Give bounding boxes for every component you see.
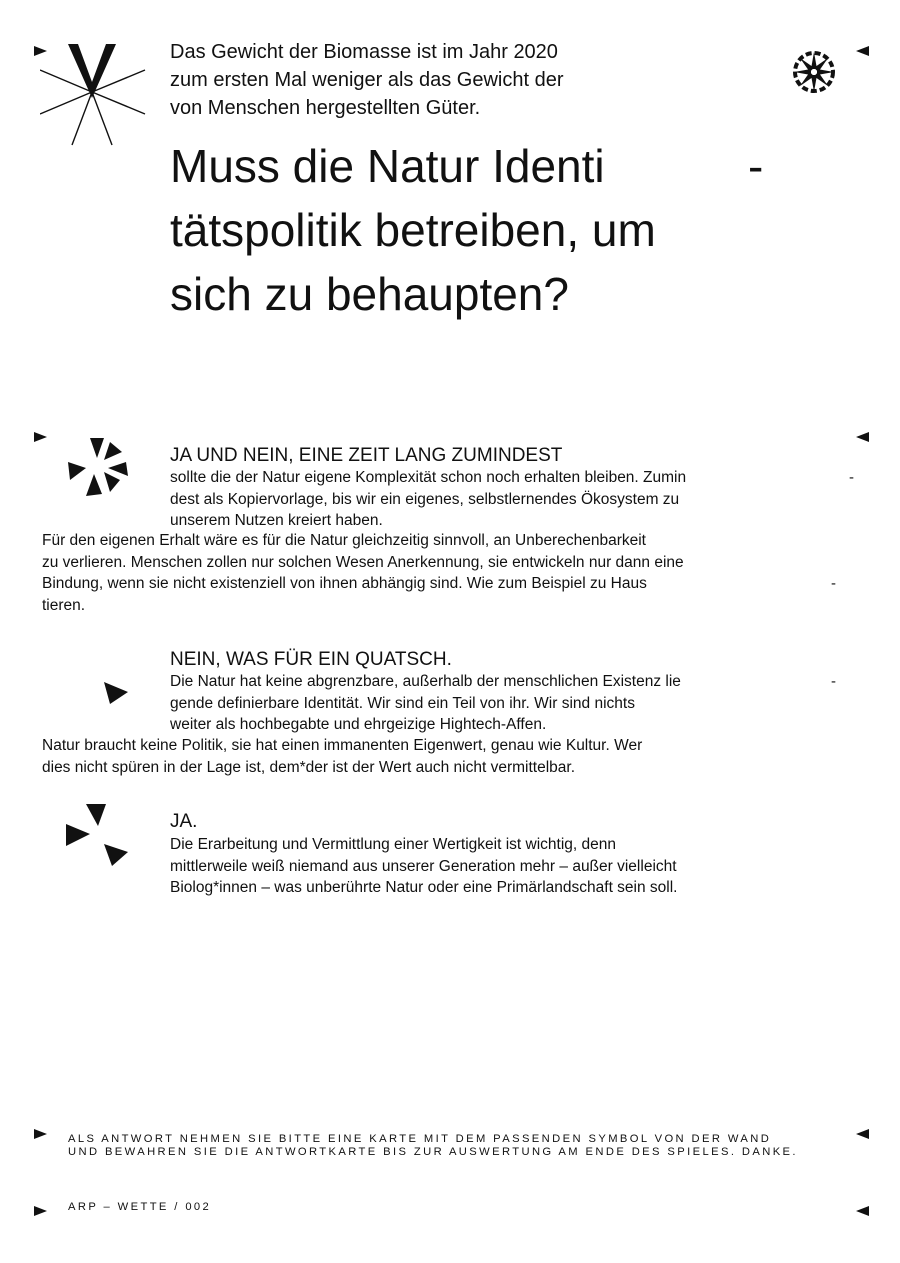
body-line: Biolog*innen – was unberührte Natur oder eine Primärlandschaft sein soll. [170, 879, 678, 896]
intro-line: Das Gewicht der Biomasse ist im Jahr 2020 [170, 41, 558, 63]
answer-body-indented [170, 834, 677, 899]
answer-heading: JA UND NEIN, EINE ZEIT LANG ZUMINDEST [170, 445, 563, 466]
answer-body-full [42, 530, 684, 616]
body-line: unserem Nutzen kreiert haben. [170, 512, 383, 529]
body-line: Die Erarbeitung und Vermittlung einer Wertigkeit ist wichtig, denn [170, 836, 616, 853]
triangle-marker-icon [856, 46, 869, 56]
answer-body-indented [170, 467, 686, 532]
hyphenation-mark: - [831, 673, 836, 690]
body-line: Natur braucht keine Politik, sie hat einen immanenten Eigenwert, genau wie Kultur. Wer [42, 737, 643, 754]
document-code: ARP – WETTE / 002 [68, 1201, 212, 1213]
footer-instruction [68, 1133, 798, 1159]
body-line: gende definierbare Identität. Wir sind ein Teil von ihr. Wir sind nichts [170, 694, 635, 712]
triangle-marker-icon [856, 432, 869, 442]
answer-heading: NEIN, WAS FÜR EIN QUATSCH. [170, 649, 452, 670]
body-line: weiter als hochbegabte und ehrgeizige Hightech-Affen. [170, 716, 547, 733]
body-line: Bindung, wenn sie nicht existenziell von ihnen abhängig sind. Wie zum Beispiel zu Haus [42, 575, 647, 592]
hyphenation-mark: - [831, 575, 836, 592]
intro-line: zum ersten Mal weniger als das Gewicht der [170, 69, 564, 91]
body-line: dest als Kopiervorlage, bis wir ein eigenes, selbstlernendes Ökosystem zu [170, 490, 680, 508]
intro-line: von Menschen hergestellten Güter. [170, 97, 481, 119]
three-triangle-icon [64, 802, 130, 868]
triangle-marker-icon [34, 432, 47, 442]
title-line: tätspolitik betreiben, um [170, 204, 656, 256]
footer-line: UND BEWAHREN SIE DIE ANTWORTKARTE BIS ZUR AUSWERTUNG AM ENDE DES SPIELES. DANKE. [68, 1146, 798, 1158]
line-asterisk-logo-icon [40, 40, 150, 150]
hyphenation-mark: - [849, 469, 854, 486]
triangle-marker-icon [856, 1129, 869, 1139]
body-line: Die Natur hat keine abgrenzbare, außerhalb der menschlichen Existenz lie [170, 673, 681, 690]
answer-body-full [42, 735, 642, 778]
intro-text [170, 38, 690, 122]
body-line: zu verlieren. Menschen zollen nur solchen Wesen Anerkennung, sie entwickeln nur dann eine [42, 553, 684, 571]
page-title [170, 134, 790, 326]
dotted-star-icon [792, 50, 836, 94]
footer-line: ALS ANTWORT NEHMEN SIE BITTE EINE KARTE MIT DEM PASSENDEN SYMBOL VON DER WAND [68, 1133, 772, 1145]
answer-body-indented [170, 671, 681, 736]
body-line: tieren. [42, 596, 86, 614]
triangle-marker-icon [34, 1206, 47, 1216]
body-line: sollte die der Natur eigene Komplexität schon noch erhalten bleiben. Zumin [170, 469, 687, 486]
body-line: mittlerweile weiß niemand aus unserer Generation mehr – außer vielleicht [170, 857, 677, 875]
title-line: Muss die Natur Identi [170, 140, 605, 192]
triangle-marker-icon [856, 1206, 869, 1216]
title-line: sich zu behaupten? [170, 268, 569, 320]
answer-heading: JA. [170, 811, 198, 832]
single-triangle-icon [104, 682, 130, 706]
body-line: dies nicht spüren in der Lage ist, dem*der ist der Wert auch nicht vermittelbar. [42, 758, 576, 776]
six-triangle-asterisk-icon [64, 436, 132, 500]
triangle-marker-icon [34, 1129, 47, 1139]
body-line: Für den eigenen Erhalt wäre es für die Natur gleichzeitig sinnvoll, an Unberechenbarkeit [42, 532, 646, 549]
title-hyphen: - [748, 140, 764, 192]
